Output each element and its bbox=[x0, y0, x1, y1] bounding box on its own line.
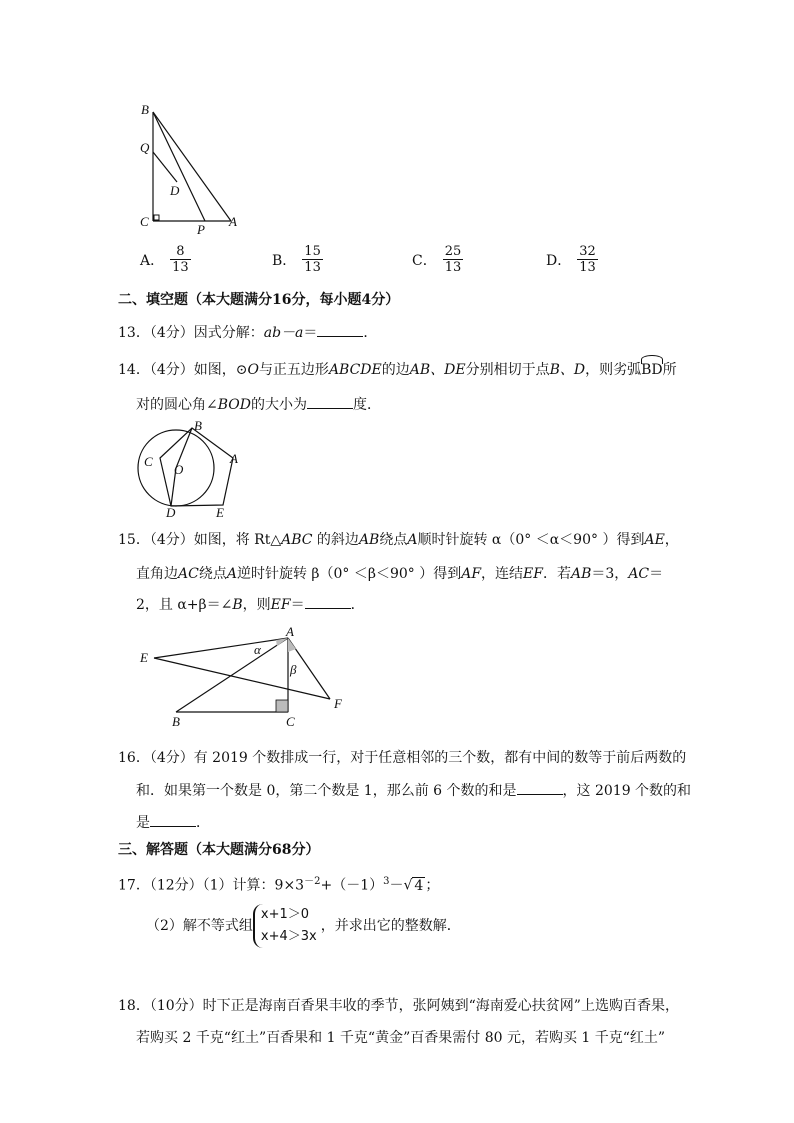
q13 bbox=[118, 322, 377, 343]
q16-t3: 是 bbox=[136, 815, 150, 831]
option-b-label: B． bbox=[272, 252, 297, 269]
q15-pt: A bbox=[226, 566, 237, 582]
label-beta: β bbox=[290, 662, 297, 677]
q16-answer-blank-2[interactable] bbox=[150, 812, 196, 827]
label-Q: Q bbox=[140, 140, 150, 155]
q12-figure bbox=[135, 100, 255, 240]
q17-radicand: 4 bbox=[414, 877, 424, 894]
label-C: C bbox=[144, 454, 153, 469]
q14-line1 bbox=[118, 360, 677, 380]
q14-t6: 所 bbox=[662, 362, 677, 378]
q15-t11: ＝3， bbox=[591, 566, 629, 582]
q15-t7: 绕点 bbox=[198, 566, 227, 582]
q13-answer-blank[interactable] bbox=[317, 322, 363, 337]
q17-t6: ，并求出它的整数解． bbox=[320, 918, 461, 934]
q15-line3 bbox=[136, 594, 365, 615]
q15-t6: 直角边 bbox=[136, 566, 178, 582]
sqrt-icon: √ bbox=[403, 877, 413, 894]
q16-t4: ． bbox=[196, 815, 210, 831]
q13-end: ． bbox=[363, 325, 378, 341]
q14-t8: 的大小为 bbox=[250, 397, 307, 413]
q15-ab: AB bbox=[358, 532, 380, 548]
segment-AB bbox=[176, 638, 288, 712]
q17-exp1: －2 bbox=[304, 876, 321, 887]
q17-exp2: 3 bbox=[383, 876, 390, 887]
q17-part2 bbox=[146, 904, 461, 948]
label-A: A bbox=[230, 451, 238, 466]
q15-ae: AE bbox=[644, 532, 665, 548]
q16-t2: ，这 2019 个数的和 bbox=[562, 783, 692, 799]
label-D: D bbox=[170, 183, 180, 198]
q15-a: A bbox=[407, 532, 418, 548]
q15-t12: ＝ bbox=[649, 566, 664, 582]
pentagon bbox=[160, 428, 233, 506]
label-E: E bbox=[140, 650, 148, 665]
option-c-fraction: $\frac{25}{13}$ bbox=[444, 244, 462, 275]
right-angle-mark bbox=[154, 215, 159, 220]
option-b-fraction: $\frac{15}{13}$ bbox=[304, 244, 321, 275]
label-F: F bbox=[334, 696, 342, 711]
q14-poly: ABCDE bbox=[328, 362, 382, 378]
q16-line1: 16．（4分）有 2019 个数排成一行，对于任意相邻的三个数，都有中间的数等于前后两数的 bbox=[118, 750, 687, 766]
q14-line2 bbox=[136, 394, 381, 415]
q15-line1 bbox=[118, 530, 679, 550]
q15-b: B bbox=[232, 597, 243, 613]
q16-answer-blank-1[interactable] bbox=[517, 780, 563, 795]
q15-line2 bbox=[136, 564, 663, 584]
label-B: B bbox=[194, 418, 202, 433]
q17-t1: 17．（12分）（1）计算：9×3 bbox=[118, 877, 305, 894]
q15-t9: ，连结 bbox=[481, 566, 524, 582]
inequality-1: x+1＞0 bbox=[260, 907, 310, 922]
option-d-fraction: $\frac{32}{13}$ bbox=[579, 244, 596, 275]
q14-pts: B、D bbox=[549, 362, 586, 378]
q13-expr: ab－a bbox=[263, 325, 304, 341]
label-P: P bbox=[197, 222, 205, 237]
q18-line1: 18．（10分）时下正是海南百香果丰收的季节，张阿姨到“海南爱心扶贫网”上选购百香果， bbox=[118, 998, 679, 1014]
label-B: B bbox=[141, 102, 149, 117]
label-O: O bbox=[174, 462, 184, 477]
segment-QD bbox=[153, 152, 177, 182]
inequality-system bbox=[253, 904, 321, 948]
label-C: C bbox=[140, 214, 149, 229]
label-A: A bbox=[286, 624, 294, 639]
segment-BP bbox=[153, 112, 205, 221]
q15-t13: 2，且 α+β＝∠ bbox=[136, 597, 233, 613]
right-angle-mark bbox=[276, 700, 288, 712]
q15-abc: ABC bbox=[281, 532, 313, 548]
q15-ac: AC bbox=[178, 566, 199, 582]
label-alpha: α bbox=[254, 642, 261, 657]
q15-t1: 15．（4分）如图，将 Rt△ bbox=[118, 532, 282, 548]
q13-eq: ＝ bbox=[303, 325, 318, 341]
q15-ef: EF bbox=[523, 566, 543, 582]
q14-t9: 度． bbox=[352, 397, 381, 413]
label-D: D bbox=[166, 505, 176, 520]
angle-mark-beta bbox=[288, 638, 296, 652]
q15-ac2: AC bbox=[628, 566, 650, 582]
q15-t15: ＝ bbox=[290, 597, 305, 613]
q14-arc: BD bbox=[641, 360, 663, 380]
q17-t2: +（－1） bbox=[320, 877, 384, 894]
label-A: A bbox=[229, 214, 237, 229]
q16-t1: 和．如果第一个数是 0，第二个数是 1，那么前 6 个数的和是 bbox=[136, 783, 517, 799]
q14-answer-blank[interactable] bbox=[307, 394, 353, 409]
label-B: B bbox=[172, 714, 180, 729]
q14-t7: 对的圆心角∠ bbox=[136, 397, 218, 413]
q14-ang: BOD bbox=[217, 397, 251, 413]
label-C: C bbox=[286, 714, 295, 729]
inequality-2: x+4＞3x bbox=[260, 929, 317, 944]
q17-t5: （2）解不等式组 bbox=[146, 918, 253, 934]
option-b[interactable] bbox=[272, 244, 323, 275]
option-a-label: A． bbox=[140, 252, 165, 269]
q16-line3 bbox=[136, 812, 210, 833]
option-d-label: D． bbox=[546, 252, 572, 269]
q14-o: O bbox=[247, 362, 259, 378]
option-c-label: C． bbox=[412, 252, 437, 269]
option-a-fraction: $\frac{8}{13}$ bbox=[172, 244, 189, 275]
q17-t4: ； bbox=[425, 877, 440, 894]
q13-head: 13．（4分）因式分解： bbox=[118, 325, 264, 341]
q14-t4: 分别相切于点 bbox=[465, 362, 550, 378]
q14-t5: ，则劣弧 bbox=[585, 362, 642, 378]
q18-line2: 若购买 2 千克“红土”百香果和 1 千克“黄金”百香果需付 80 元，若购买 1 千克“红土” bbox=[136, 1030, 666, 1046]
q15-t8: 逆时针旋转 β（0° ＜β＜90° ）得到 bbox=[236, 566, 462, 582]
q15-t5: ， bbox=[664, 532, 679, 548]
q15-t14: ，则 bbox=[242, 597, 271, 613]
label-E: E bbox=[216, 505, 224, 520]
q15-t16: ． bbox=[350, 597, 365, 613]
q17-t3: － bbox=[389, 877, 404, 894]
q16-line2 bbox=[136, 780, 691, 801]
q15-af: AF bbox=[461, 566, 482, 582]
q15-ab2: AB bbox=[570, 566, 592, 582]
q15-t3: 绕点 bbox=[379, 532, 408, 548]
q15-t2: 的斜边 bbox=[312, 532, 359, 548]
q14-sides: AB、DE bbox=[409, 362, 466, 378]
q15-t10: ．若 bbox=[542, 566, 571, 582]
section-2-title: 二、填空题（本大题满分16分，每小题4分） bbox=[118, 292, 400, 308]
q15-t4: 顺时针旋转 α（0° ＜α＜90° ）得到 bbox=[417, 532, 645, 548]
q14-t2: 与正五边形 bbox=[258, 362, 329, 378]
q15-figure bbox=[136, 624, 366, 730]
option-d[interactable] bbox=[546, 244, 598, 275]
segment-EA bbox=[154, 638, 288, 658]
q15-answer-blank[interactable] bbox=[305, 594, 351, 609]
q17-part1 bbox=[118, 872, 439, 896]
segment-EF bbox=[154, 658, 330, 699]
option-a[interactable] bbox=[140, 244, 191, 275]
q14-figure bbox=[128, 418, 258, 520]
q14-t1: 14．（4分）如图，⊙ bbox=[118, 362, 248, 378]
q15-ef2: EF bbox=[270, 597, 291, 613]
q14-t3: 的边 bbox=[381, 362, 410, 378]
section-3-title: 三、解答题（本大题满分68分） bbox=[118, 842, 320, 858]
option-c[interactable] bbox=[412, 244, 463, 275]
